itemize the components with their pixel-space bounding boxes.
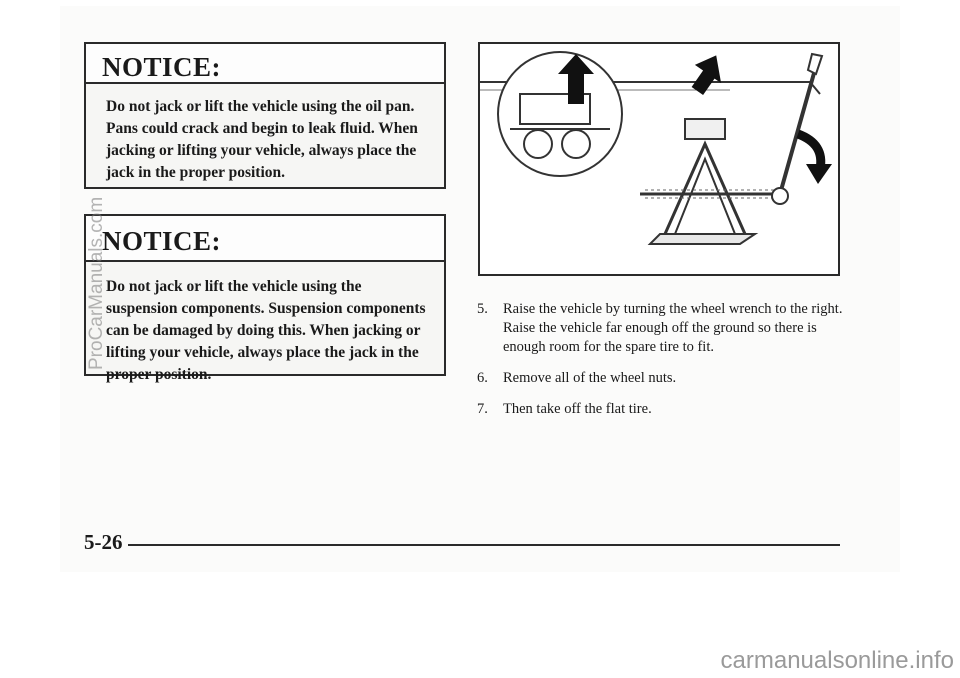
- notice-text: Do not jack or lift the vehicle using the oil pan. Pans could crack and begin to leak fluid. When jacking or lifting your vehicle, always place the jack in the proper position.: [106, 98, 418, 181]
- step-text: Then take off the flat tire.: [503, 401, 652, 417]
- jack-drawing: [480, 44, 838, 274]
- notice-box-oil-pan: [84, 42, 446, 189]
- notice-heading: NOTICE:: [86, 216, 444, 262]
- jack-head: [685, 119, 725, 139]
- detail-magnifier-circle: [498, 52, 622, 176]
- step-number: 7.: [477, 401, 488, 417]
- step-item: [477, 369, 847, 388]
- step-item: [477, 300, 847, 357]
- footer-rule: [128, 544, 840, 546]
- jack-base: [650, 234, 755, 244]
- wheel-wrench: [780, 66, 816, 194]
- instruction-steps: [477, 300, 847, 431]
- step-number: 5.: [477, 301, 488, 317]
- side-watermark: ProCarManuals.com: [86, 196, 107, 370]
- notice-box-suspension: [84, 214, 446, 383]
- step-text: Remove all of the wheel nuts.: [503, 370, 677, 386]
- step-item: [477, 400, 847, 419]
- step-text: Raise the vehicle by turning the wheel wrench to the right. Raise the vehicle far enough off the ground so there is enough room for the spare tire to fit.: [503, 301, 843, 355]
- jack-illustration: [478, 42, 840, 276]
- page-number: 5-26: [84, 530, 123, 554]
- jack-point-arrow-icon: [683, 48, 732, 99]
- step-number: 6.: [477, 370, 488, 386]
- notice-heading: NOTICE:: [86, 44, 444, 84]
- notice-text: Do not jack or lift the vehicle using the suspension components. Suspension components can be damaged by doing this. When jacking or lifting your vehicle, always place the jack in the proper position.: [106, 278, 426, 383]
- bottom-watermark: carmanualsonline.info: [720, 647, 954, 674]
- rotation-arrow-icon: [798, 134, 821, 169]
